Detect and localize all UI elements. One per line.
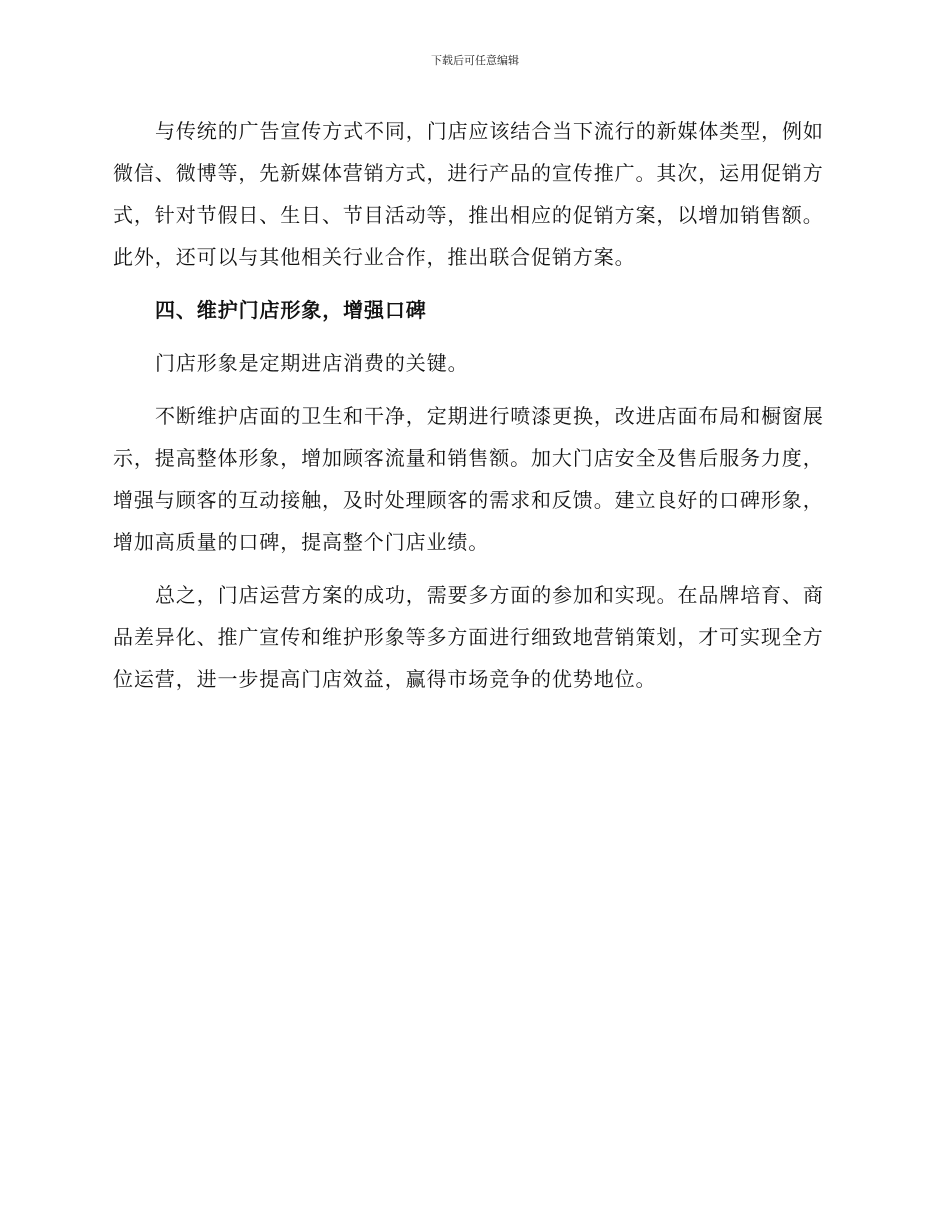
page-header: 下载后可任意编辑 xyxy=(431,54,519,67)
paragraph-store-image-intro: 门店形象是定期进店消费的关键。 xyxy=(155,351,469,375)
paragraph-promotion: 与传统的广告宣传方式不同，门店应该结合当下流行的新媒体类型，例如微信、微博等，先新媒体营销方式，进行产品的宣传推广。其次，运用促销方式，针对节假日、生日、节目活动等，推出相应的促销方案，以增加销售额。此外，还可以与其他相关行业合作，推出联合促销方案。 xyxy=(113,119,824,269)
paragraph-conclusion: 总之，门店运营方案的成功，需要多方面的参加和实现。在品牌培育、商品差异化、推广宣传和维护形象等多方面进行细致地营销策划，才可实现全方位运营，进一步提高门店效益，赢得市场竞争的优势地位。 xyxy=(113,583,824,691)
paragraph-store-maintenance: 不断维护店面的卫生和干净，定期进行喷漆更换，改进店面布局和橱窗展示，提高整体形象，增加顾客流量和销售额。加大门店安全及售后服务力度，增强与顾客的互动接触，及时处理顾客的需求和反馈。建立良好的口碑形象，增加高质量的口碑，提高整个门店业绩。 xyxy=(113,404,824,554)
document-body xyxy=(113,110,837,711)
section-heading-4: 四、维护门店形象，增强口碑 xyxy=(155,298,427,322)
